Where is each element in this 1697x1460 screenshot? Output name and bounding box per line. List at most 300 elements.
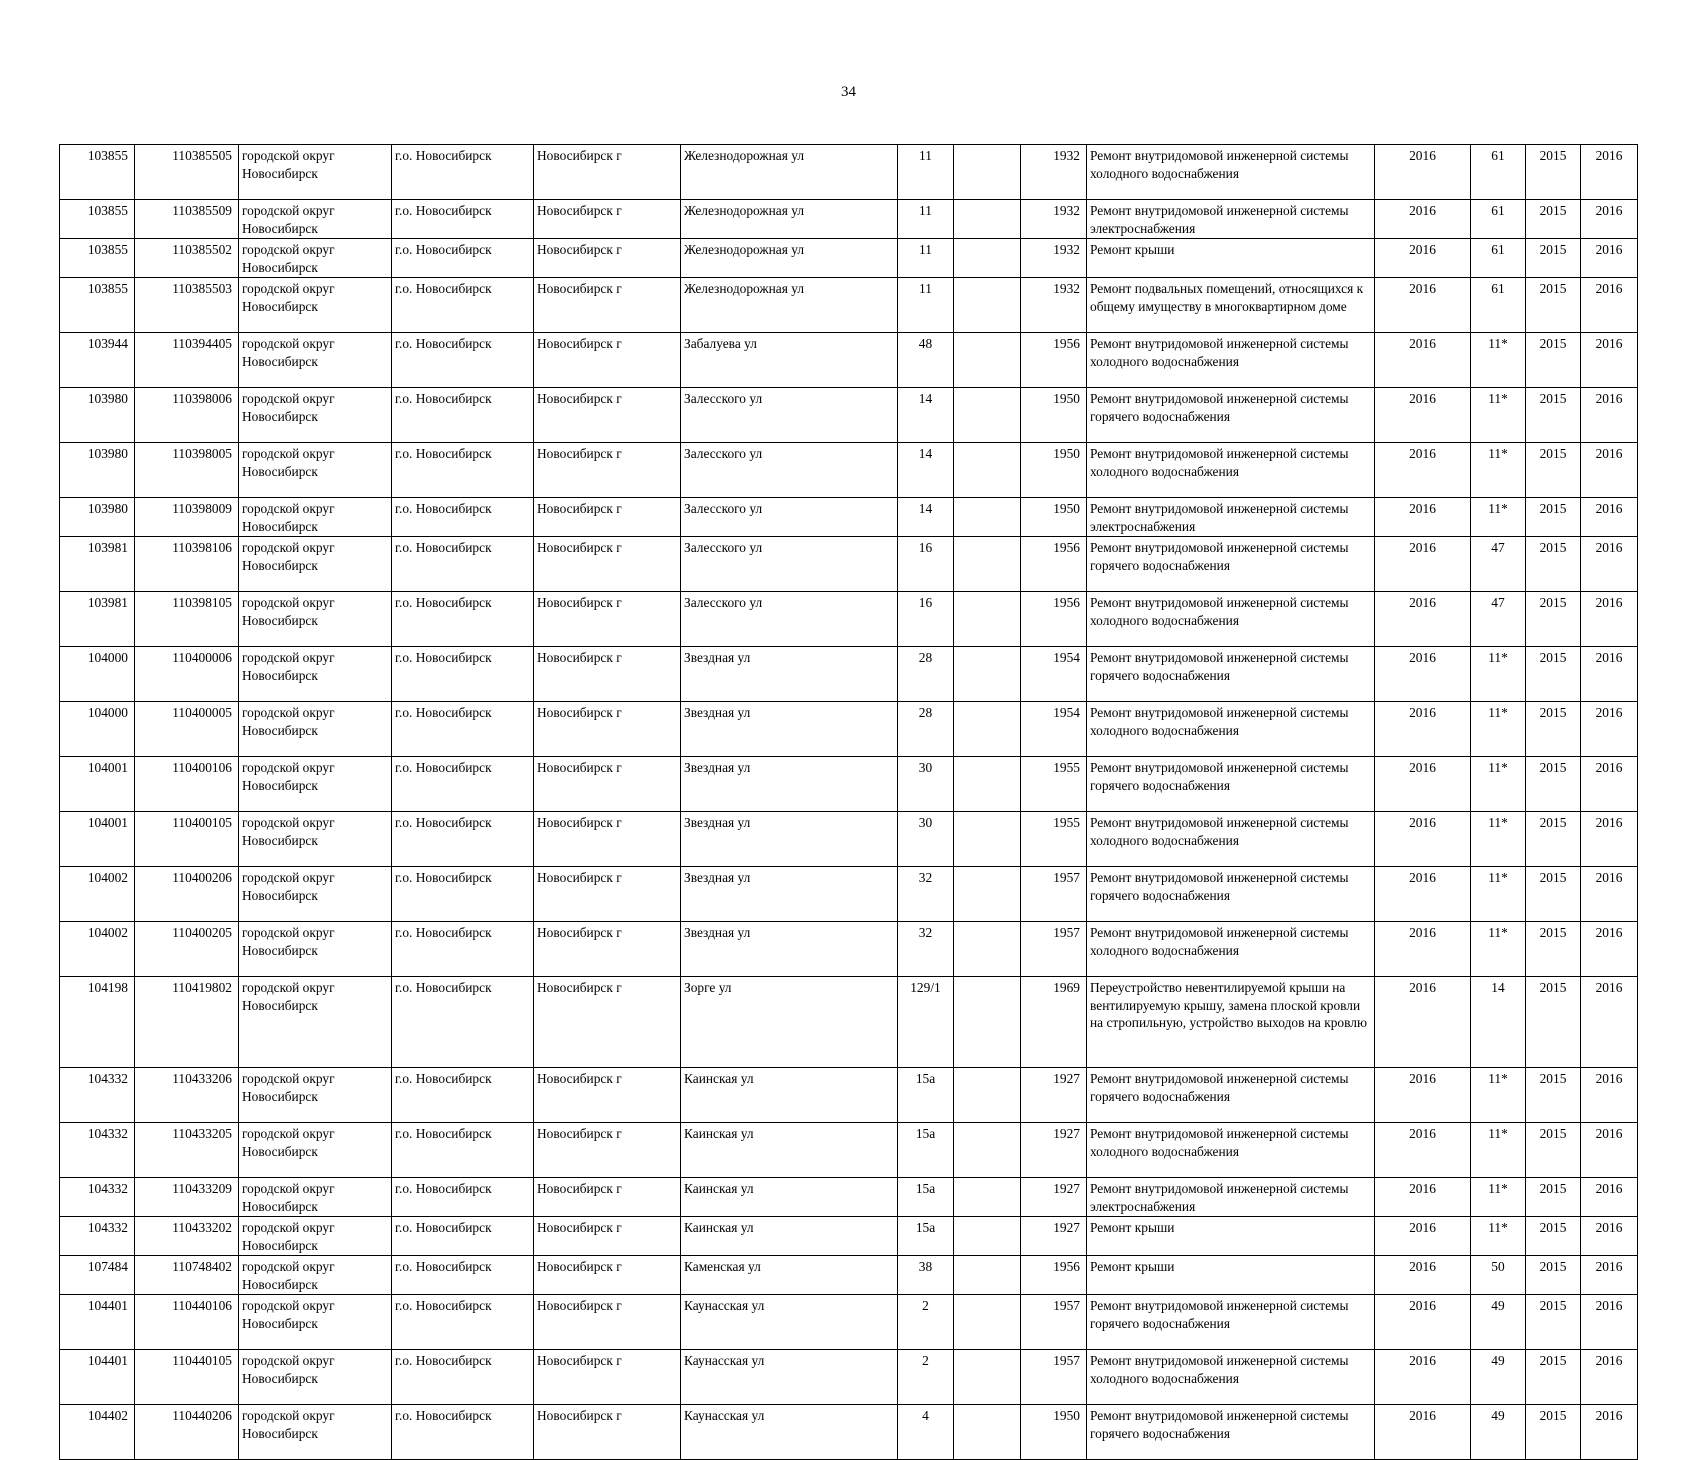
street-cell: Звездная ул [681, 812, 898, 867]
house-id-cell: 103855 [60, 278, 135, 333]
end-year-cell: 2016 [1581, 443, 1638, 498]
house-id-cell: 103855 [60, 239, 135, 278]
municipality-cell: городской округ Новосибирск [239, 1350, 392, 1405]
city-district-cell: г.о. Новосибирск [392, 498, 534, 537]
capital-repair-table [59, 144, 1638, 1460]
end-year-cell: 2016 [1581, 1217, 1638, 1256]
work-code-cell: 110394405 [135, 333, 239, 388]
plan-year-cell: 2016 [1375, 498, 1471, 537]
start-year-cell: 2015 [1526, 1405, 1581, 1460]
build-year-cell: 1932 [1021, 278, 1087, 333]
house-id-cell: 104401 [60, 1295, 135, 1350]
end-year-cell: 2016 [1581, 498, 1638, 537]
end-year-cell: 2016 [1581, 1405, 1638, 1460]
end-year-cell: 2016 [1581, 812, 1638, 867]
street-cell: Каунасская ул [681, 1350, 898, 1405]
end-year-cell: 2016 [1581, 200, 1638, 239]
end-year-cell: 2016 [1581, 702, 1638, 757]
plan-year-cell: 2016 [1375, 922, 1471, 977]
house-number-cell: 14 [898, 498, 954, 537]
locality-cell: Новосибирск г [534, 200, 681, 239]
end-year-cell: 2016 [1581, 592, 1638, 647]
number-cell: 11* [1471, 757, 1526, 812]
house-number-cell: 15а [898, 1217, 954, 1256]
locality-cell: Новосибирск г [534, 592, 681, 647]
number-cell: 11* [1471, 1123, 1526, 1178]
building-cell [954, 867, 1021, 922]
work-type-cell: Ремонт внутридомовой инженерной системы электроснабжения [1087, 498, 1375, 537]
table-row [60, 443, 1638, 498]
build-year-cell: 1957 [1021, 867, 1087, 922]
house-id-cell: 104332 [60, 1123, 135, 1178]
work-type-cell: Ремонт внутридомовой инженерной системы холодного водоснабжения [1087, 1123, 1375, 1178]
start-year-cell: 2015 [1526, 977, 1581, 1068]
work-code-cell: 110400006 [135, 647, 239, 702]
street-cell: Звездная ул [681, 922, 898, 977]
locality-cell: Новосибирск г [534, 1123, 681, 1178]
number-cell: 47 [1471, 592, 1526, 647]
number-cell: 49 [1471, 1350, 1526, 1405]
city-district-cell: г.о. Новосибирск [392, 977, 534, 1068]
build-year-cell: 1956 [1021, 592, 1087, 647]
plan-year-cell: 2016 [1375, 1350, 1471, 1405]
plan-year-cell: 2016 [1375, 977, 1471, 1068]
street-cell: Железнодорожная ул [681, 200, 898, 239]
work-type-cell: Ремонт внутридомовой инженерной системы холодного водоснабжения [1087, 812, 1375, 867]
house-id-cell: 104332 [60, 1217, 135, 1256]
municipality-cell: городской округ Новосибирск [239, 1217, 392, 1256]
municipality-cell: городской округ Новосибирск [239, 1295, 392, 1350]
house-number-cell: 28 [898, 647, 954, 702]
work-type-cell: Ремонт внутридомовой инженерной системы холодного водоснабжения [1087, 922, 1375, 977]
plan-year-cell: 2016 [1375, 1068, 1471, 1123]
table-row [60, 1217, 1638, 1256]
building-cell [954, 1178, 1021, 1217]
street-cell: Каунасская ул [681, 1295, 898, 1350]
municipality-cell: городской округ Новосибирск [239, 145, 392, 200]
number-cell: 50 [1471, 1256, 1526, 1295]
start-year-cell: 2015 [1526, 702, 1581, 757]
locality-cell: Новосибирск г [534, 333, 681, 388]
work-code-cell: 110398105 [135, 592, 239, 647]
end-year-cell: 2016 [1581, 1123, 1638, 1178]
build-year-cell: 1954 [1021, 702, 1087, 757]
street-cell: Каинская ул [681, 1178, 898, 1217]
start-year-cell: 2015 [1526, 145, 1581, 200]
building-cell [954, 278, 1021, 333]
work-type-cell: Ремонт внутридомовой инженерной системы горячего водоснабжения [1087, 388, 1375, 443]
city-district-cell: г.о. Новосибирск [392, 443, 534, 498]
municipality-cell: городской округ Новосибирск [239, 592, 392, 647]
table-row [60, 145, 1638, 200]
municipality-cell: городской округ Новосибирск [239, 333, 392, 388]
building-cell [954, 1123, 1021, 1178]
number-cell: 11* [1471, 867, 1526, 922]
work-type-cell: Ремонт крыши [1087, 1256, 1375, 1295]
locality-cell: Новосибирск г [534, 757, 681, 812]
start-year-cell: 2015 [1526, 1178, 1581, 1217]
end-year-cell: 2016 [1581, 278, 1638, 333]
end-year-cell: 2016 [1581, 388, 1638, 443]
number-cell: 11* [1471, 812, 1526, 867]
city-district-cell: г.о. Новосибирск [392, 922, 534, 977]
work-type-cell: Ремонт крыши [1087, 239, 1375, 278]
end-year-cell: 2016 [1581, 757, 1638, 812]
building-cell [954, 1068, 1021, 1123]
locality-cell: Новосибирск г [534, 647, 681, 702]
locality-cell: Новосибирск г [534, 702, 681, 757]
house-id-cell: 104001 [60, 812, 135, 867]
plan-year-cell: 2016 [1375, 812, 1471, 867]
number-cell: 49 [1471, 1405, 1526, 1460]
city-district-cell: г.о. Новосибирск [392, 592, 534, 647]
start-year-cell: 2015 [1526, 1256, 1581, 1295]
start-year-cell: 2015 [1526, 200, 1581, 239]
plan-year-cell: 2016 [1375, 757, 1471, 812]
locality-cell: Новосибирск г [534, 1256, 681, 1295]
house-number-cell: 15а [898, 1123, 954, 1178]
number-cell: 11* [1471, 647, 1526, 702]
build-year-cell: 1932 [1021, 145, 1087, 200]
municipality-cell: городской округ Новосибирск [239, 239, 392, 278]
end-year-cell: 2016 [1581, 239, 1638, 278]
plan-year-cell: 2016 [1375, 278, 1471, 333]
work-code-cell: 110400005 [135, 702, 239, 757]
work-code-cell: 110433205 [135, 1123, 239, 1178]
street-cell: Железнодорожная ул [681, 278, 898, 333]
plan-year-cell: 2016 [1375, 1123, 1471, 1178]
build-year-cell: 1955 [1021, 757, 1087, 812]
build-year-cell: 1969 [1021, 977, 1087, 1068]
street-cell: Каунасская ул [681, 1405, 898, 1460]
plan-year-cell: 2016 [1375, 1217, 1471, 1256]
build-year-cell: 1950 [1021, 498, 1087, 537]
build-year-cell: 1956 [1021, 537, 1087, 592]
table-row [60, 1405, 1638, 1460]
work-type-cell: Ремонт внутридомовой инженерной системы электроснабжения [1087, 1178, 1375, 1217]
municipality-cell: городской округ Новосибирск [239, 1068, 392, 1123]
house-number-cell: 30 [898, 812, 954, 867]
table-row [60, 702, 1638, 757]
start-year-cell: 2015 [1526, 757, 1581, 812]
end-year-cell: 2016 [1581, 1256, 1638, 1295]
locality-cell: Новосибирск г [534, 443, 681, 498]
end-year-cell: 2016 [1581, 1295, 1638, 1350]
work-type-cell: Ремонт внутридомовой инженерной системы горячего водоснабжения [1087, 757, 1375, 812]
house-number-cell: 16 [898, 537, 954, 592]
table-row [60, 757, 1638, 812]
city-district-cell: г.о. Новосибирск [392, 702, 534, 757]
house-id-cell: 104198 [60, 977, 135, 1068]
city-district-cell: г.о. Новосибирск [392, 1256, 534, 1295]
city-district-cell: г.о. Новосибирск [392, 1295, 534, 1350]
house-id-cell: 104402 [60, 1405, 135, 1460]
house-number-cell: 2 [898, 1295, 954, 1350]
street-cell: Каинская ул [681, 1123, 898, 1178]
municipality-cell: городской округ Новосибирск [239, 1405, 392, 1460]
build-year-cell: 1957 [1021, 1295, 1087, 1350]
building-cell [954, 1350, 1021, 1405]
plan-year-cell: 2016 [1375, 1295, 1471, 1350]
work-type-cell: Ремонт внутридомовой инженерной системы горячего водоснабжения [1087, 537, 1375, 592]
start-year-cell: 2015 [1526, 1217, 1581, 1256]
building-cell [954, 443, 1021, 498]
building-cell [954, 977, 1021, 1068]
table-row [60, 1295, 1638, 1350]
build-year-cell: 1956 [1021, 333, 1087, 388]
street-cell: Звездная ул [681, 647, 898, 702]
plan-year-cell: 2016 [1375, 145, 1471, 200]
table-row [60, 1256, 1638, 1295]
building-cell [954, 333, 1021, 388]
locality-cell: Новосибирск г [534, 812, 681, 867]
locality-cell: Новосибирск г [534, 977, 681, 1068]
work-code-cell: 110419802 [135, 977, 239, 1068]
work-code-cell: 110385505 [135, 145, 239, 200]
street-cell: Залесского ул [681, 537, 898, 592]
work-type-cell: Ремонт крыши [1087, 1217, 1375, 1256]
table-row [60, 977, 1638, 1068]
house-number-cell: 30 [898, 757, 954, 812]
house-number-cell: 14 [898, 443, 954, 498]
city-district-cell: г.о. Новосибирск [392, 867, 534, 922]
house-id-cell: 103944 [60, 333, 135, 388]
locality-cell: Новосибирск г [534, 1295, 681, 1350]
house-id-cell: 104332 [60, 1068, 135, 1123]
plan-year-cell: 2016 [1375, 1178, 1471, 1217]
work-type-cell: Ремонт внутридомовой инженерной системы горячего водоснабжения [1087, 1405, 1375, 1460]
house-number-cell: 11 [898, 239, 954, 278]
number-cell: 11* [1471, 702, 1526, 757]
number-cell: 61 [1471, 145, 1526, 200]
build-year-cell: 1956 [1021, 1256, 1087, 1295]
build-year-cell: 1927 [1021, 1217, 1087, 1256]
house-number-cell: 4 [898, 1405, 954, 1460]
city-district-cell: г.о. Новосибирск [392, 647, 534, 702]
number-cell: 47 [1471, 537, 1526, 592]
city-district-cell: г.о. Новосибирск [392, 757, 534, 812]
locality-cell: Новосибирск г [534, 1068, 681, 1123]
house-number-cell: 11 [898, 200, 954, 239]
building-cell [954, 1405, 1021, 1460]
build-year-cell: 1950 [1021, 1405, 1087, 1460]
build-year-cell: 1957 [1021, 1350, 1087, 1405]
work-code-cell: 110433209 [135, 1178, 239, 1217]
house-id-cell: 104000 [60, 702, 135, 757]
plan-year-cell: 2016 [1375, 388, 1471, 443]
building-cell [954, 388, 1021, 443]
street-cell: Каменская ул [681, 1256, 898, 1295]
municipality-cell: городской округ Новосибирск [239, 1123, 392, 1178]
locality-cell: Новосибирск г [534, 498, 681, 537]
work-code-cell: 110440106 [135, 1295, 239, 1350]
table-row [60, 1350, 1638, 1405]
house-id-cell: 103855 [60, 200, 135, 239]
start-year-cell: 2015 [1526, 278, 1581, 333]
building-cell [954, 1217, 1021, 1256]
work-type-cell: Ремонт внутридомовой инженерной системы холодного водоснабжения [1087, 702, 1375, 757]
table-body [60, 145, 1638, 1460]
work-type-cell: Ремонт внутридомовой инженерной системы горячего водоснабжения [1087, 647, 1375, 702]
table-row [60, 1123, 1638, 1178]
municipality-cell: городской округ Новосибирск [239, 498, 392, 537]
house-id-cell: 104001 [60, 757, 135, 812]
house-id-cell: 103980 [60, 498, 135, 537]
start-year-cell: 2015 [1526, 592, 1581, 647]
house-number-cell: 15а [898, 1178, 954, 1217]
house-id-cell: 104002 [60, 867, 135, 922]
work-type-cell: Ремонт внутридомовой инженерной системы холодного водоснабжения [1087, 592, 1375, 647]
house-number-cell: 32 [898, 922, 954, 977]
work-type-cell: Ремонт подвальных помещений, относящихся к общему имуществу в многоквартирном доме [1087, 278, 1375, 333]
house-number-cell: 11 [898, 278, 954, 333]
house-number-cell: 14 [898, 388, 954, 443]
build-year-cell: 1932 [1021, 239, 1087, 278]
plan-year-cell: 2016 [1375, 239, 1471, 278]
plan-year-cell: 2016 [1375, 200, 1471, 239]
house-number-cell: 11 [898, 145, 954, 200]
street-cell: Звездная ул [681, 757, 898, 812]
street-cell: Каинская ул [681, 1217, 898, 1256]
street-cell: Залесского ул [681, 498, 898, 537]
work-code-cell: 110400206 [135, 867, 239, 922]
start-year-cell: 2015 [1526, 1295, 1581, 1350]
build-year-cell: 1932 [1021, 200, 1087, 239]
municipality-cell: городской округ Новосибирск [239, 757, 392, 812]
table-row [60, 812, 1638, 867]
work-code-cell: 110433202 [135, 1217, 239, 1256]
number-cell: 61 [1471, 239, 1526, 278]
build-year-cell: 1954 [1021, 647, 1087, 702]
house-number-cell: 129/1 [898, 977, 954, 1068]
build-year-cell: 1957 [1021, 922, 1087, 977]
street-cell: Зорге ул [681, 977, 898, 1068]
municipality-cell: городской округ Новосибирск [239, 812, 392, 867]
start-year-cell: 2015 [1526, 922, 1581, 977]
municipality-cell: городской округ Новосибирск [239, 537, 392, 592]
table-row [60, 388, 1638, 443]
plan-year-cell: 2016 [1375, 443, 1471, 498]
city-district-cell: г.о. Новосибирск [392, 333, 534, 388]
plan-year-cell: 2016 [1375, 333, 1471, 388]
work-type-cell: Ремонт внутридомовой инженерной системы холодного водоснабжения [1087, 443, 1375, 498]
building-cell [954, 498, 1021, 537]
number-cell: 11* [1471, 333, 1526, 388]
end-year-cell: 2016 [1581, 647, 1638, 702]
house-id-cell: 104002 [60, 922, 135, 977]
building-cell [954, 757, 1021, 812]
end-year-cell: 2016 [1581, 922, 1638, 977]
table-row [60, 922, 1638, 977]
work-code-cell: 110400105 [135, 812, 239, 867]
number-cell: 14 [1471, 977, 1526, 1068]
start-year-cell: 2015 [1526, 498, 1581, 537]
house-number-cell: 16 [898, 592, 954, 647]
municipality-cell: городской округ Новосибирск [239, 388, 392, 443]
plan-year-cell: 2016 [1375, 1405, 1471, 1460]
start-year-cell: 2015 [1526, 388, 1581, 443]
start-year-cell: 2015 [1526, 1068, 1581, 1123]
municipality-cell: городской округ Новосибирск [239, 1256, 392, 1295]
start-year-cell: 2015 [1526, 537, 1581, 592]
end-year-cell: 2016 [1581, 145, 1638, 200]
street-cell: Забалуева ул [681, 333, 898, 388]
work-code-cell: 110433206 [135, 1068, 239, 1123]
city-district-cell: г.о. Новосибирск [392, 200, 534, 239]
work-code-cell: 110398006 [135, 388, 239, 443]
city-district-cell: г.о. Новосибирск [392, 1217, 534, 1256]
street-cell: Железнодорожная ул [681, 239, 898, 278]
number-cell: 11* [1471, 1178, 1526, 1217]
building-cell [954, 239, 1021, 278]
start-year-cell: 2015 [1526, 443, 1581, 498]
building-cell [954, 702, 1021, 757]
street-cell: Залесского ул [681, 388, 898, 443]
work-code-cell: 110400106 [135, 757, 239, 812]
work-code-cell: 110440206 [135, 1405, 239, 1460]
table-row [60, 200, 1638, 239]
municipality-cell: городской округ Новосибирск [239, 867, 392, 922]
city-district-cell: г.о. Новосибирск [392, 145, 534, 200]
start-year-cell: 2015 [1526, 239, 1581, 278]
city-district-cell: г.о. Новосибирск [392, 1123, 534, 1178]
house-id-cell: 103980 [60, 443, 135, 498]
page-number: 34 [841, 84, 856, 100]
build-year-cell: 1950 [1021, 388, 1087, 443]
city-district-cell: г.о. Новосибирск [392, 278, 534, 333]
number-cell: 11* [1471, 388, 1526, 443]
work-type-cell: Ремонт внутридомовой инженерной системы горячего водоснабжения [1087, 1295, 1375, 1350]
house-number-cell: 48 [898, 333, 954, 388]
table-row [60, 278, 1638, 333]
build-year-cell: 1927 [1021, 1068, 1087, 1123]
work-code-cell: 110400205 [135, 922, 239, 977]
house-number-cell: 2 [898, 1350, 954, 1405]
number-cell: 49 [1471, 1295, 1526, 1350]
locality-cell: Новосибирск г [534, 1350, 681, 1405]
work-code-cell: 110385502 [135, 239, 239, 278]
start-year-cell: 2015 [1526, 1123, 1581, 1178]
table-row [60, 867, 1638, 922]
number-cell: 11* [1471, 443, 1526, 498]
municipality-cell: городской округ Новосибирск [239, 647, 392, 702]
house-id-cell: 103980 [60, 388, 135, 443]
street-cell: Железнодорожная ул [681, 145, 898, 200]
table-row [60, 239, 1638, 278]
work-code-cell: 110385509 [135, 200, 239, 239]
municipality-cell: городской округ Новосибирск [239, 1178, 392, 1217]
plan-year-cell: 2016 [1375, 702, 1471, 757]
municipality-cell: городской округ Новосибирск [239, 278, 392, 333]
plan-year-cell: 2016 [1375, 537, 1471, 592]
locality-cell: Новосибирск г [534, 278, 681, 333]
work-type-cell: Ремонт внутридомовой инженерной системы горячего водоснабжения [1087, 1068, 1375, 1123]
build-year-cell: 1927 [1021, 1178, 1087, 1217]
plan-year-cell: 2016 [1375, 867, 1471, 922]
house-id-cell: 104000 [60, 647, 135, 702]
street-cell: Звездная ул [681, 867, 898, 922]
start-year-cell: 2015 [1526, 333, 1581, 388]
building-cell [954, 1256, 1021, 1295]
house-number-cell: 32 [898, 867, 954, 922]
city-district-cell: г.о. Новосибирск [392, 812, 534, 867]
house-id-cell: 104401 [60, 1350, 135, 1405]
end-year-cell: 2016 [1581, 1068, 1638, 1123]
locality-cell: Новосибирск г [534, 388, 681, 443]
house-number-cell: 38 [898, 1256, 954, 1295]
end-year-cell: 2016 [1581, 333, 1638, 388]
start-year-cell: 2015 [1526, 867, 1581, 922]
